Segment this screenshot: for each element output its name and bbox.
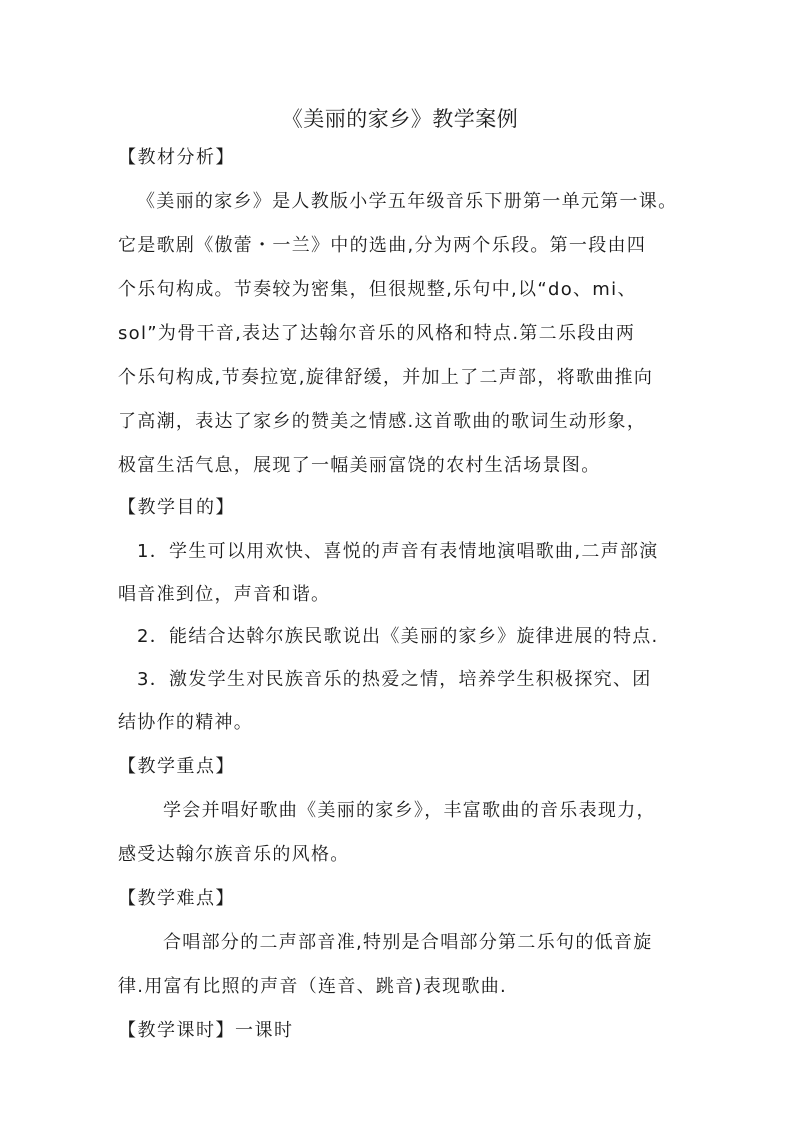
paragraph-line: 极富生活气息，展现了一幅美丽富饶的农村生活场景图。	[118, 455, 601, 476]
document-title: 《美丽的家乡》教学案例	[281, 107, 519, 131]
paragraph-line: sol”为骨干音,表达了达翰尔音乐的风格和特点.第二乐段由两	[118, 323, 636, 344]
paragraph-line: 律.用富有比照的声音（连音、跳音)表现歌曲.	[118, 976, 508, 997]
paragraph-line: 合唱部分的二声部音准,特别是合唱部分第二乐句的低音旋	[163, 932, 653, 953]
paragraph-line: 个乐句构成。节奏较为密集，但很规整,乐句中,以“do、mi、	[118, 279, 637, 300]
section-heading-teaching-focus: 【教学重点】	[118, 756, 235, 777]
paragraph-line: 学会并唱好歌曲《美丽的家乡》，丰富歌曲的音乐表现力，	[163, 800, 656, 821]
paragraph-line: 感受达翰尔族音乐的风格。	[118, 844, 350, 865]
objective-item-1: 1．学生可以用欢快、喜悦的声音有表情地演唱歌曲,二声部演	[137, 541, 659, 562]
paragraph-line: 唱音准到位，声音和谐。	[118, 584, 331, 605]
paragraph-line: 结协作的精神。	[118, 712, 254, 733]
section-heading-teaching-difficulty: 【教学难点】	[118, 888, 235, 909]
paragraph-line: 《美丽的家乡》是人教版小学五年级音乐下册第一单元第一课。	[137, 191, 678, 212]
paragraph-line: 它是歌剧《傲蕾・一兰》中的选曲,分为两个乐段。第一段由四	[118, 235, 647, 256]
section-heading-teaching-objectives: 【教学目的】	[118, 497, 235, 518]
objective-item-3: 3．激发学生对民族音乐的热爱之情，培养学生积极探究、团	[137, 669, 652, 690]
paragraph-line: 了高潮，表达了家乡的赞美之情感.这首歌曲的歌词生动形象，	[118, 411, 647, 432]
objective-item-2: 2．能结合达斡尔族民歌说出《美丽的家乡》旋律进展的特点.	[137, 626, 659, 647]
paragraph-line: 个乐句构成,节奏拉宽,旋律舒缓，并加上了二声部，将歌曲推向	[118, 367, 654, 388]
section-heading-material-analysis: 【教材分析】	[118, 147, 235, 168]
section-heading-teaching-hours: 【教学课时】一课时	[118, 1020, 294, 1041]
